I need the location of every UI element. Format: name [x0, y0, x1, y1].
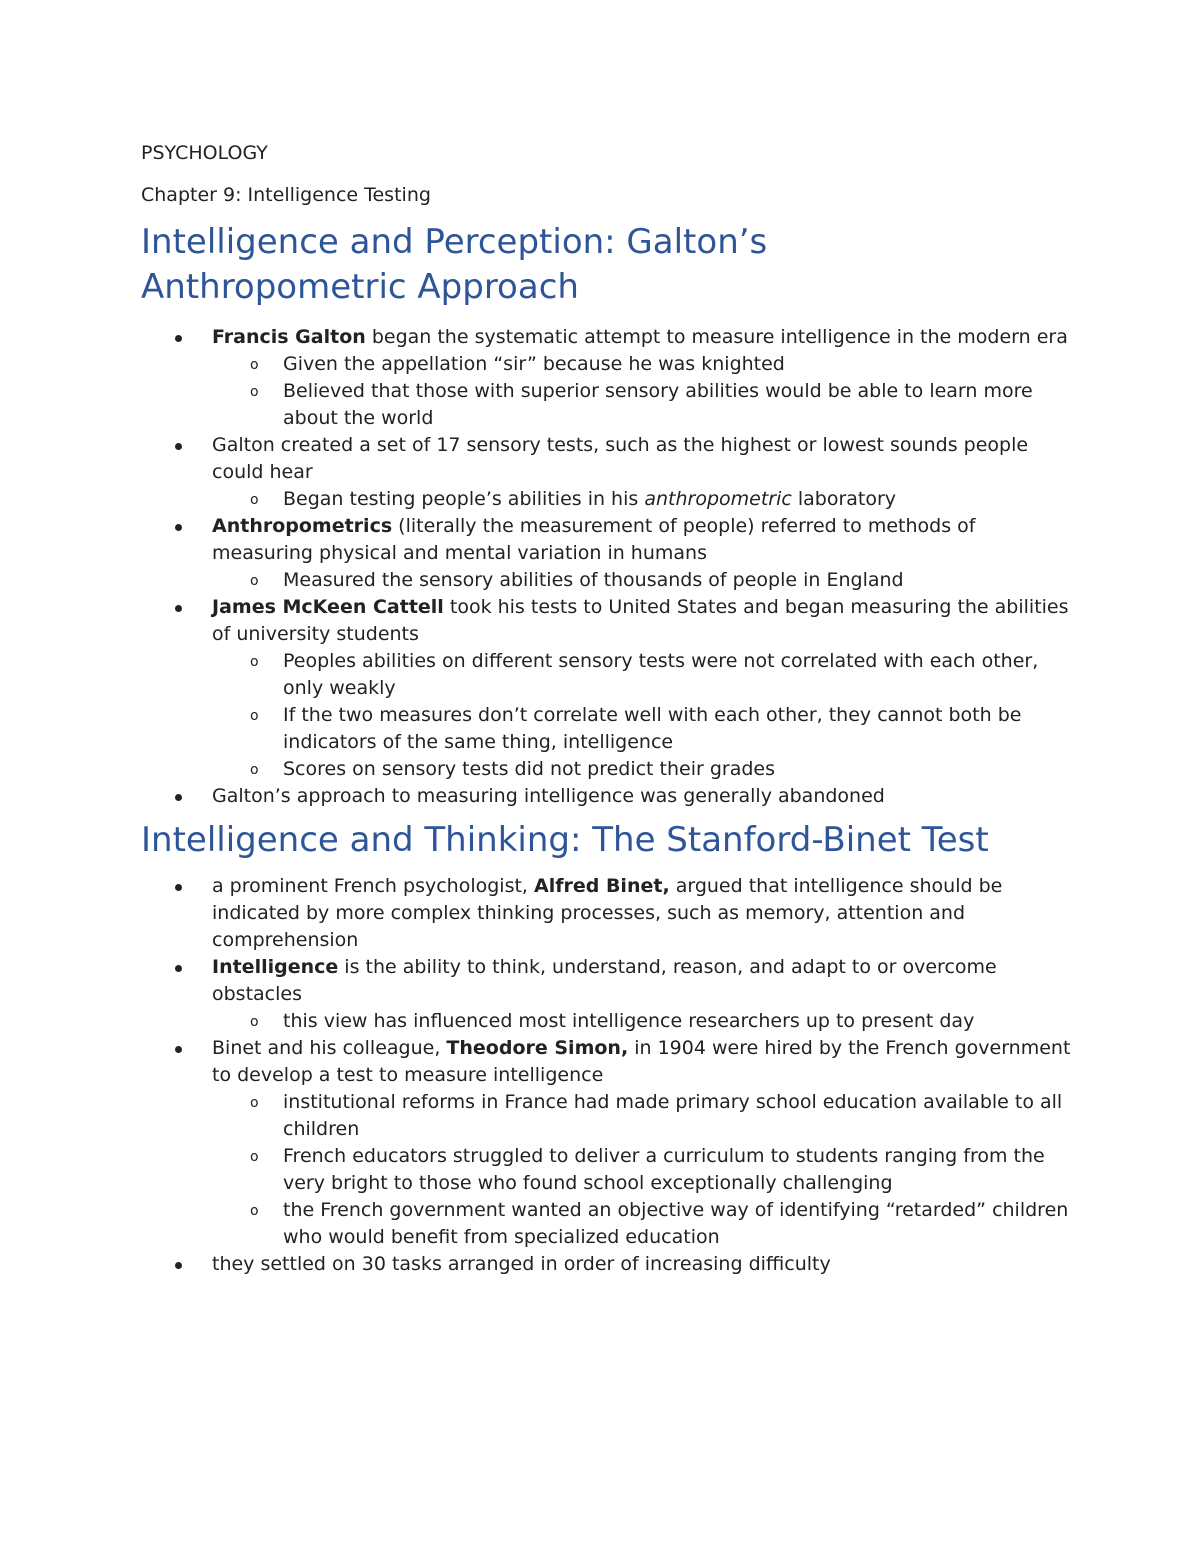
sub-list-item [212, 648, 1071, 702]
sub-list-item-text: Peoples abilities on different sensory tests were not correlated with each other, only weakly [283, 650, 1039, 699]
sub-bullet-icon: o [250, 1014, 259, 1030]
galton-bullet-list [141, 324, 1071, 810]
sub-bullet-icon: o [250, 654, 259, 670]
bullet-dot-icon [175, 524, 182, 531]
sub-list-item-text: If the two measures don’t correlate well with each other, they cannot both be indicators of the same thing, intelligence [283, 704, 1022, 753]
sub-list-item-text: the French government wanted an objective way of identifying “retarded” children who would benefit from specialized education [283, 1199, 1069, 1248]
sub-list-item [212, 1008, 1071, 1035]
list-item-text: in 1904 were hired by the French government to develop a test to measure intelligence [212, 1037, 1071, 1086]
sub-list-item-text: institutional reforms in France had made primary school education available to all children [283, 1091, 1063, 1140]
list-item [141, 1035, 1071, 1251]
sub-list [212, 486, 1071, 513]
sub-list-item [212, 351, 1071, 378]
list-item-text: argued that intelligence should be indicated by more complex thinking processes, such as memory, attention and comprehension [212, 875, 1003, 951]
term-anthropometrics: Anthropometrics [212, 515, 393, 537]
sub-list [212, 1089, 1071, 1251]
section-heading-galton-line2: Anthropometric Approach [141, 267, 579, 307]
bullet-dot-icon [175, 1046, 182, 1053]
sub-bullet-icon: o [250, 1203, 259, 1219]
bullet-dot-icon [175, 335, 182, 342]
binet-bullet-list [141, 873, 1071, 1278]
list-item-text: Galton’s approach to measuring intelligence was generally abandoned [212, 785, 885, 807]
sub-list-item-text: Scores on sensory tests did not predict their grades [283, 758, 776, 780]
bullet-dot-icon [175, 794, 182, 801]
term-alfred-binet: Alfred Binet, [534, 875, 670, 897]
bullet-dot-icon [175, 605, 182, 612]
sub-list-item-text: Measured the sensory abilities of thousands of people in England [283, 569, 904, 591]
sub-list-item-text: laboratory [791, 488, 897, 510]
list-item-text: Binet and his colleague, [212, 1037, 447, 1059]
sub-list-item [212, 1143, 1071, 1197]
term-francis-galton: Francis Galton [212, 326, 366, 348]
italic-term-anthropometric: anthropometric [644, 488, 792, 510]
sub-list-item [212, 378, 1071, 432]
sub-list-item [212, 567, 1071, 594]
sub-list [212, 648, 1071, 783]
sub-list-item-text: Believed that those with superior sensory abilities would be able to learn more about the world [283, 380, 1033, 429]
sub-list-item-text: Began testing people’s abilities in his [283, 488, 645, 510]
sub-list [212, 567, 1071, 594]
sub-bullet-icon: o [250, 1095, 259, 1111]
list-item-text: Galton created a set of 17 sensory tests, such as the highest or lowest sounds people could hear [212, 434, 1029, 483]
bullet-dot-icon [175, 965, 182, 972]
list-item [141, 954, 1071, 1035]
sub-list-item [212, 486, 1071, 513]
sub-list-item [212, 756, 1071, 783]
sub-bullet-icon: o [250, 762, 259, 778]
sub-bullet-icon: o [250, 708, 259, 724]
bullet-dot-icon [175, 443, 182, 450]
list-item-text: began the systematic attempt to measure intelligence in the modern era [365, 326, 1068, 348]
list-item-text: they settled on 30 tasks arranged in order of increasing difficulty [212, 1253, 831, 1275]
bullet-dot-icon [175, 1262, 182, 1269]
chapter-title: Chapter 9: Intelligence Testing [141, 184, 431, 206]
bullet-dot-icon [175, 884, 182, 891]
term-theodore-simon: Theodore Simon, [446, 1037, 629, 1059]
section-heading-galton [141, 220, 1071, 310]
sub-list-item-text: this view has influenced most intelligence researchers up to present day [283, 1010, 975, 1032]
sub-list-item [212, 1089, 1071, 1143]
list-item-text: is the ability to think, understand, reason, and adapt to or overcome obstacles [212, 956, 997, 1005]
list-item [141, 432, 1071, 513]
sub-list [212, 1008, 1071, 1035]
sub-bullet-icon: o [250, 384, 259, 400]
term-intelligence: Intelligence [212, 956, 339, 978]
list-item [141, 873, 1071, 954]
list-item [141, 783, 1071, 810]
sub-list-item-text: French educators struggled to deliver a curriculum to students ranging from the very bright to those who found school exceptionally challenging [283, 1145, 1045, 1194]
list-item [141, 324, 1071, 432]
section-heading-galton-line1: Intelligence and Perception: Galton’s [141, 222, 768, 262]
sub-bullet-icon: o [250, 573, 259, 589]
sub-list-item [212, 1197, 1071, 1251]
list-item [141, 594, 1071, 783]
sub-bullet-icon: o [250, 357, 259, 373]
section-heading-binet: Intelligence and Thinking: The Stanford-Binet Test [141, 820, 989, 860]
term-james-mckeen-cattell: James McKeen Cattell [212, 596, 444, 618]
document-page [141, 140, 1071, 1278]
list-item-text: a prominent French psychologist, [212, 875, 534, 897]
list-item-text: took his tests to United States and began measuring the abilities of university students [212, 596, 1069, 645]
sub-list-item-text: Given the appellation “sir” because he was knighted [283, 353, 785, 375]
list-item-text: (literally the measurement of people) referred to methods of measuring physical and mental variation in humans [212, 515, 976, 564]
list-item [141, 1251, 1071, 1278]
list-item [141, 513, 1071, 594]
sub-list-item [212, 702, 1071, 756]
sub-bullet-icon: o [250, 1149, 259, 1165]
sub-list [212, 351, 1071, 432]
sub-bullet-icon: o [250, 492, 259, 508]
subject-label: PSYCHOLOGY [141, 142, 268, 164]
